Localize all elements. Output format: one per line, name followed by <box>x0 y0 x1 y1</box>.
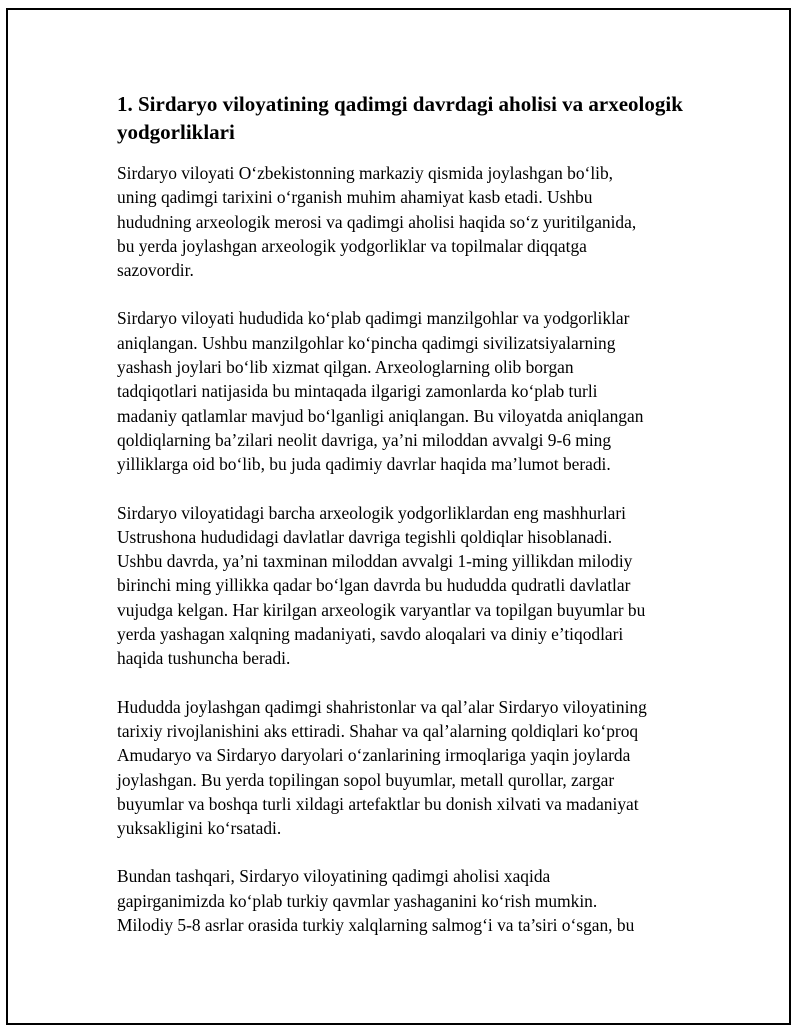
paragraph-line: Hududda joylashgan qadimgi shahristonlar va qal’alar Sirdaryo viloyatining <box>117 696 647 717</box>
paragraph-line: vujudga kelgan. Har kirilgan arxeologik varyantlar va topilgan buyumlar bu <box>117 599 646 620</box>
paragraph-line: sazovordir. <box>117 260 194 281</box>
paragraph-line: madaniy qatlamlar mavjud bo‘lganligi aniqlangan. Bu viloyatda aniqlangan <box>117 405 644 426</box>
paragraph-line: qoldiqlarning ba’zilari neolit davriga, ya’ni miloddan avvalgi 9-6 ming <box>117 429 612 450</box>
paragraph-line: Amudaryo va Sirdaryo daryolari o‘zanlarining irmoqlariga yaqin joylarda <box>117 745 631 766</box>
paragraph-line: birinchi ming yillikka qadar bo‘lgan davrda bu hududda qudratli davlatlar <box>117 575 631 596</box>
paragraph-line: tadqiqotlari natijasida bu mintaqada ilgarigi zamonlarda ko‘plab turli <box>117 381 598 402</box>
paragraph-line: Bundan tashqari, Sirdaryo viloyatining qadimgi aholisi xaqida <box>117 866 551 887</box>
paragraph-line: gapirganimizda ko‘plab turkiy qavmlar yashaganini ko‘rish mumkin. <box>117 890 598 911</box>
paragraph-1 <box>117 161 692 282</box>
paragraph-line: Sirdaryo viloyatidagi barcha arxeologik yodgorliklardan eng mashhurlari <box>117 502 627 523</box>
paragraph-3 <box>117 501 692 671</box>
paragraph-line: yashash joylari bo‘lib xizmat qilgan. Arxeologlarning olib borgan <box>117 357 574 378</box>
paragraph-line: uning qadimgi tarixini o‘rganish muhim ahamiyat kasb etadi. Ushbu <box>117 187 593 208</box>
paragraph-line: yilliklarga oid bo‘lib, bu juda qadimiy davrlar haqida ma’lumot beradi. <box>117 454 611 475</box>
paragraph-line: Sirdaryo viloyati O‘zbekistonning markaziy qismida joylashgan bo‘lib, <box>117 163 614 183</box>
paragraph-line: yerda yashagan xalqning madaniyati, savdo aloqalari va diniy e’tiqodlari <box>117 624 624 645</box>
paragraph-line: joylashgan. Bu yerda topilingan sopol buyumlar, metall qurollar, zargar <box>117 769 615 790</box>
document-content <box>117 90 692 961</box>
paragraph-2 <box>117 306 692 476</box>
paragraph-line: tarixiy rivojlanishini aks ettiradi. Shahar va qal’alarning qoldiqlari ko‘proq <box>117 720 639 741</box>
paragraph-5 <box>117 864 692 937</box>
paragraph-line: bu yerda joylashgan arxeologik yodgorliklar va topilmalar diqqatga <box>117 235 587 256</box>
paragraph-line: aniqlangan. Ushbu manzilgohlar ko‘pincha qadimgi sivilizatsiyalarning <box>117 332 616 353</box>
paragraph-line: Ustrushona hududidagi davlatlar davriga tegishli qoldiqlar hisoblanadi. <box>117 526 613 547</box>
paragraph-line: haqida tushuncha beradi. <box>117 648 291 669</box>
paragraph-line: Sirdaryo viloyati hududida ko‘plab qadimgi manzilgohlar va yodgorliklar <box>117 308 630 329</box>
paragraph-4 <box>117 695 692 841</box>
paragraph-line: Ushbu davrda, ya’ni taxminan miloddan avvalgi 1-ming yillikdan milodiy <box>117 551 633 572</box>
paragraph-line: hududning arxeologik merosi va qadimgi aholisi haqida so‘z yuritilganida, <box>117 211 637 232</box>
paragraph-line: buyumlar va boshqa turli xildagi artefaktlar bu donish xilvati va madaniyat <box>117 793 639 814</box>
paragraph-line: Milodiy 5-8 asrlar orasida turkiy xalqlarning salmog‘i va ta’siri o‘sgan, bu <box>117 915 635 936</box>
document-title: 1. Sirdaryo viloyatining qadimgi davrdagi aholisi va arxeologik yodgorliklari <box>117 92 683 144</box>
paragraph-line: yuksakligini ko‘rsatadi. <box>117 818 282 839</box>
